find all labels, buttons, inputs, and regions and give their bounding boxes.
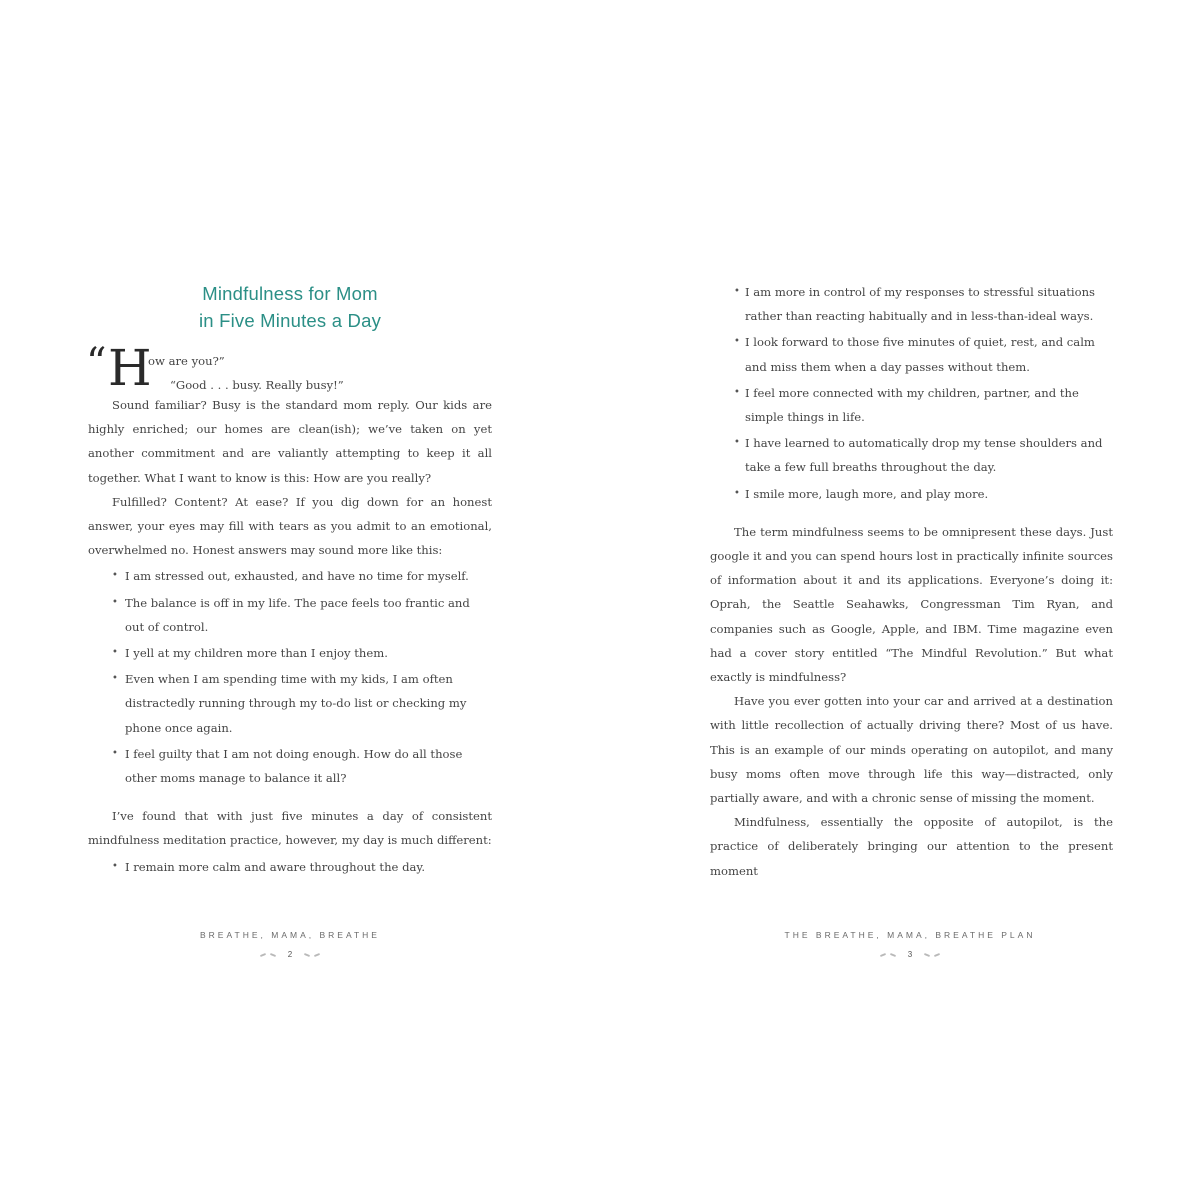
chapter-title-line-1: Mindfulness for Mom (202, 283, 378, 304)
list-item: • Even when I am spending time with my kids, I am often distractedly running through my to-do list or checking my phone once again. (88, 667, 492, 740)
list-item: • I yell at my children more than I enjoy them. (88, 641, 492, 665)
right-body-text (710, 278, 1113, 883)
right-page (600, 0, 1200, 1200)
running-footer (760, 930, 1060, 959)
paragraph: I’ve found that with just five minutes a day of consistent mindfulness meditation practice, however, my day is much different: (88, 809, 492, 848)
drop-cap: H (108, 339, 152, 397)
bullet-list (88, 564, 492, 790)
paragraph: The term mindfulness seems to be omnipresent these days. Just google it and you can spend hours lost in practically infinite sources of information about it and its applications. Everyone’s doing it: Oprah, the Seattle Seahawks, Congressman Tim Ryan, and companies such as Google, Apple, and IBM. Time magazine even had a cover story entitled “The Mindful Revolution.” But what exactly is mindfulness? (710, 524, 1113, 685)
chapter-title-line-2: in Five Minutes a Day (198, 310, 382, 331)
flourish-left-icon (880, 951, 896, 959)
paragraph: Sound familiar? Busy is the standard mom reply. Our kids are highly enriched; our homes are clean(ish); we’ve taken on yet another commitment and are valiantly attempting to keep it all together. What I want to know is this: How are you really? (88, 398, 492, 485)
list-item: • The balance is off in my life. The pace feels too frantic and out of control. (88, 591, 492, 639)
bullet-list (710, 280, 1113, 506)
opening-dialogue (86, 339, 492, 397)
flourish-right-icon (304, 951, 320, 959)
open-quote: “ (86, 340, 107, 386)
running-footer (150, 930, 430, 959)
list-item: • I have learned to automatically drop my tense shoulders and take a few full breaths throughout the day. (710, 431, 1113, 479)
list-item: • I smile more, laugh more, and play more. (710, 482, 1113, 506)
flourish-left-icon (260, 951, 276, 959)
running-footer-title: THE BREATHE, MAMA, BREATHE PLAN (784, 930, 1036, 940)
list-item: • I remain more calm and aware throughout the day. (88, 855, 492, 879)
page-number: 3 (907, 950, 913, 959)
paragraph: Have you ever gotten into your car and arrived at a destination with little recollection of actually driving there? Most of us have. This is an example of our minds operating on autopilot, and many busy moms often move through life this way—distracted, only partially aware, and with a chronic sense of missing the moment. (710, 694, 1113, 806)
left-body-text (86, 339, 492, 881)
running-footer-title: BREATHE, MAMA, BREATHE (200, 930, 380, 940)
folio (760, 950, 1060, 959)
bullet-list (88, 855, 492, 879)
opening-question: ow are you?” (148, 354, 225, 368)
list-item: • I am stressed out, exhausted, and have no time for myself. (88, 564, 492, 588)
paragraph: Mindfulness, essentially the opposite of autopilot, is the practice of deliberately bringing our attention to the present moment (710, 815, 1113, 878)
page-number: 2 (287, 950, 293, 959)
list-item: • I look forward to those five minutes of quiet, rest, and calm and miss them when a day passes without them. (710, 330, 1113, 378)
folio (150, 950, 430, 959)
list-item: • I feel guilty that I am not doing enough. How do all those other moms manage to balance it all? (88, 742, 492, 790)
chapter-title (150, 280, 430, 334)
paragraph: Fulfilled? Content? At ease? If you dig down for an honest answer, your eyes may fill with tears as you admit to an emotional, overwhelmed no. Honest answers may sound more like this: (88, 494, 492, 558)
list-item: • I am more in control of my responses to stressful situations rather than reacting habitually and in less-than-ideal ways. (710, 280, 1113, 328)
opening-reply: “Good . . . busy. Really busy!” (170, 378, 344, 392)
list-item: • I feel more connected with my children, partner, and the simple things in life. (710, 381, 1113, 429)
flourish-right-icon (924, 951, 940, 959)
